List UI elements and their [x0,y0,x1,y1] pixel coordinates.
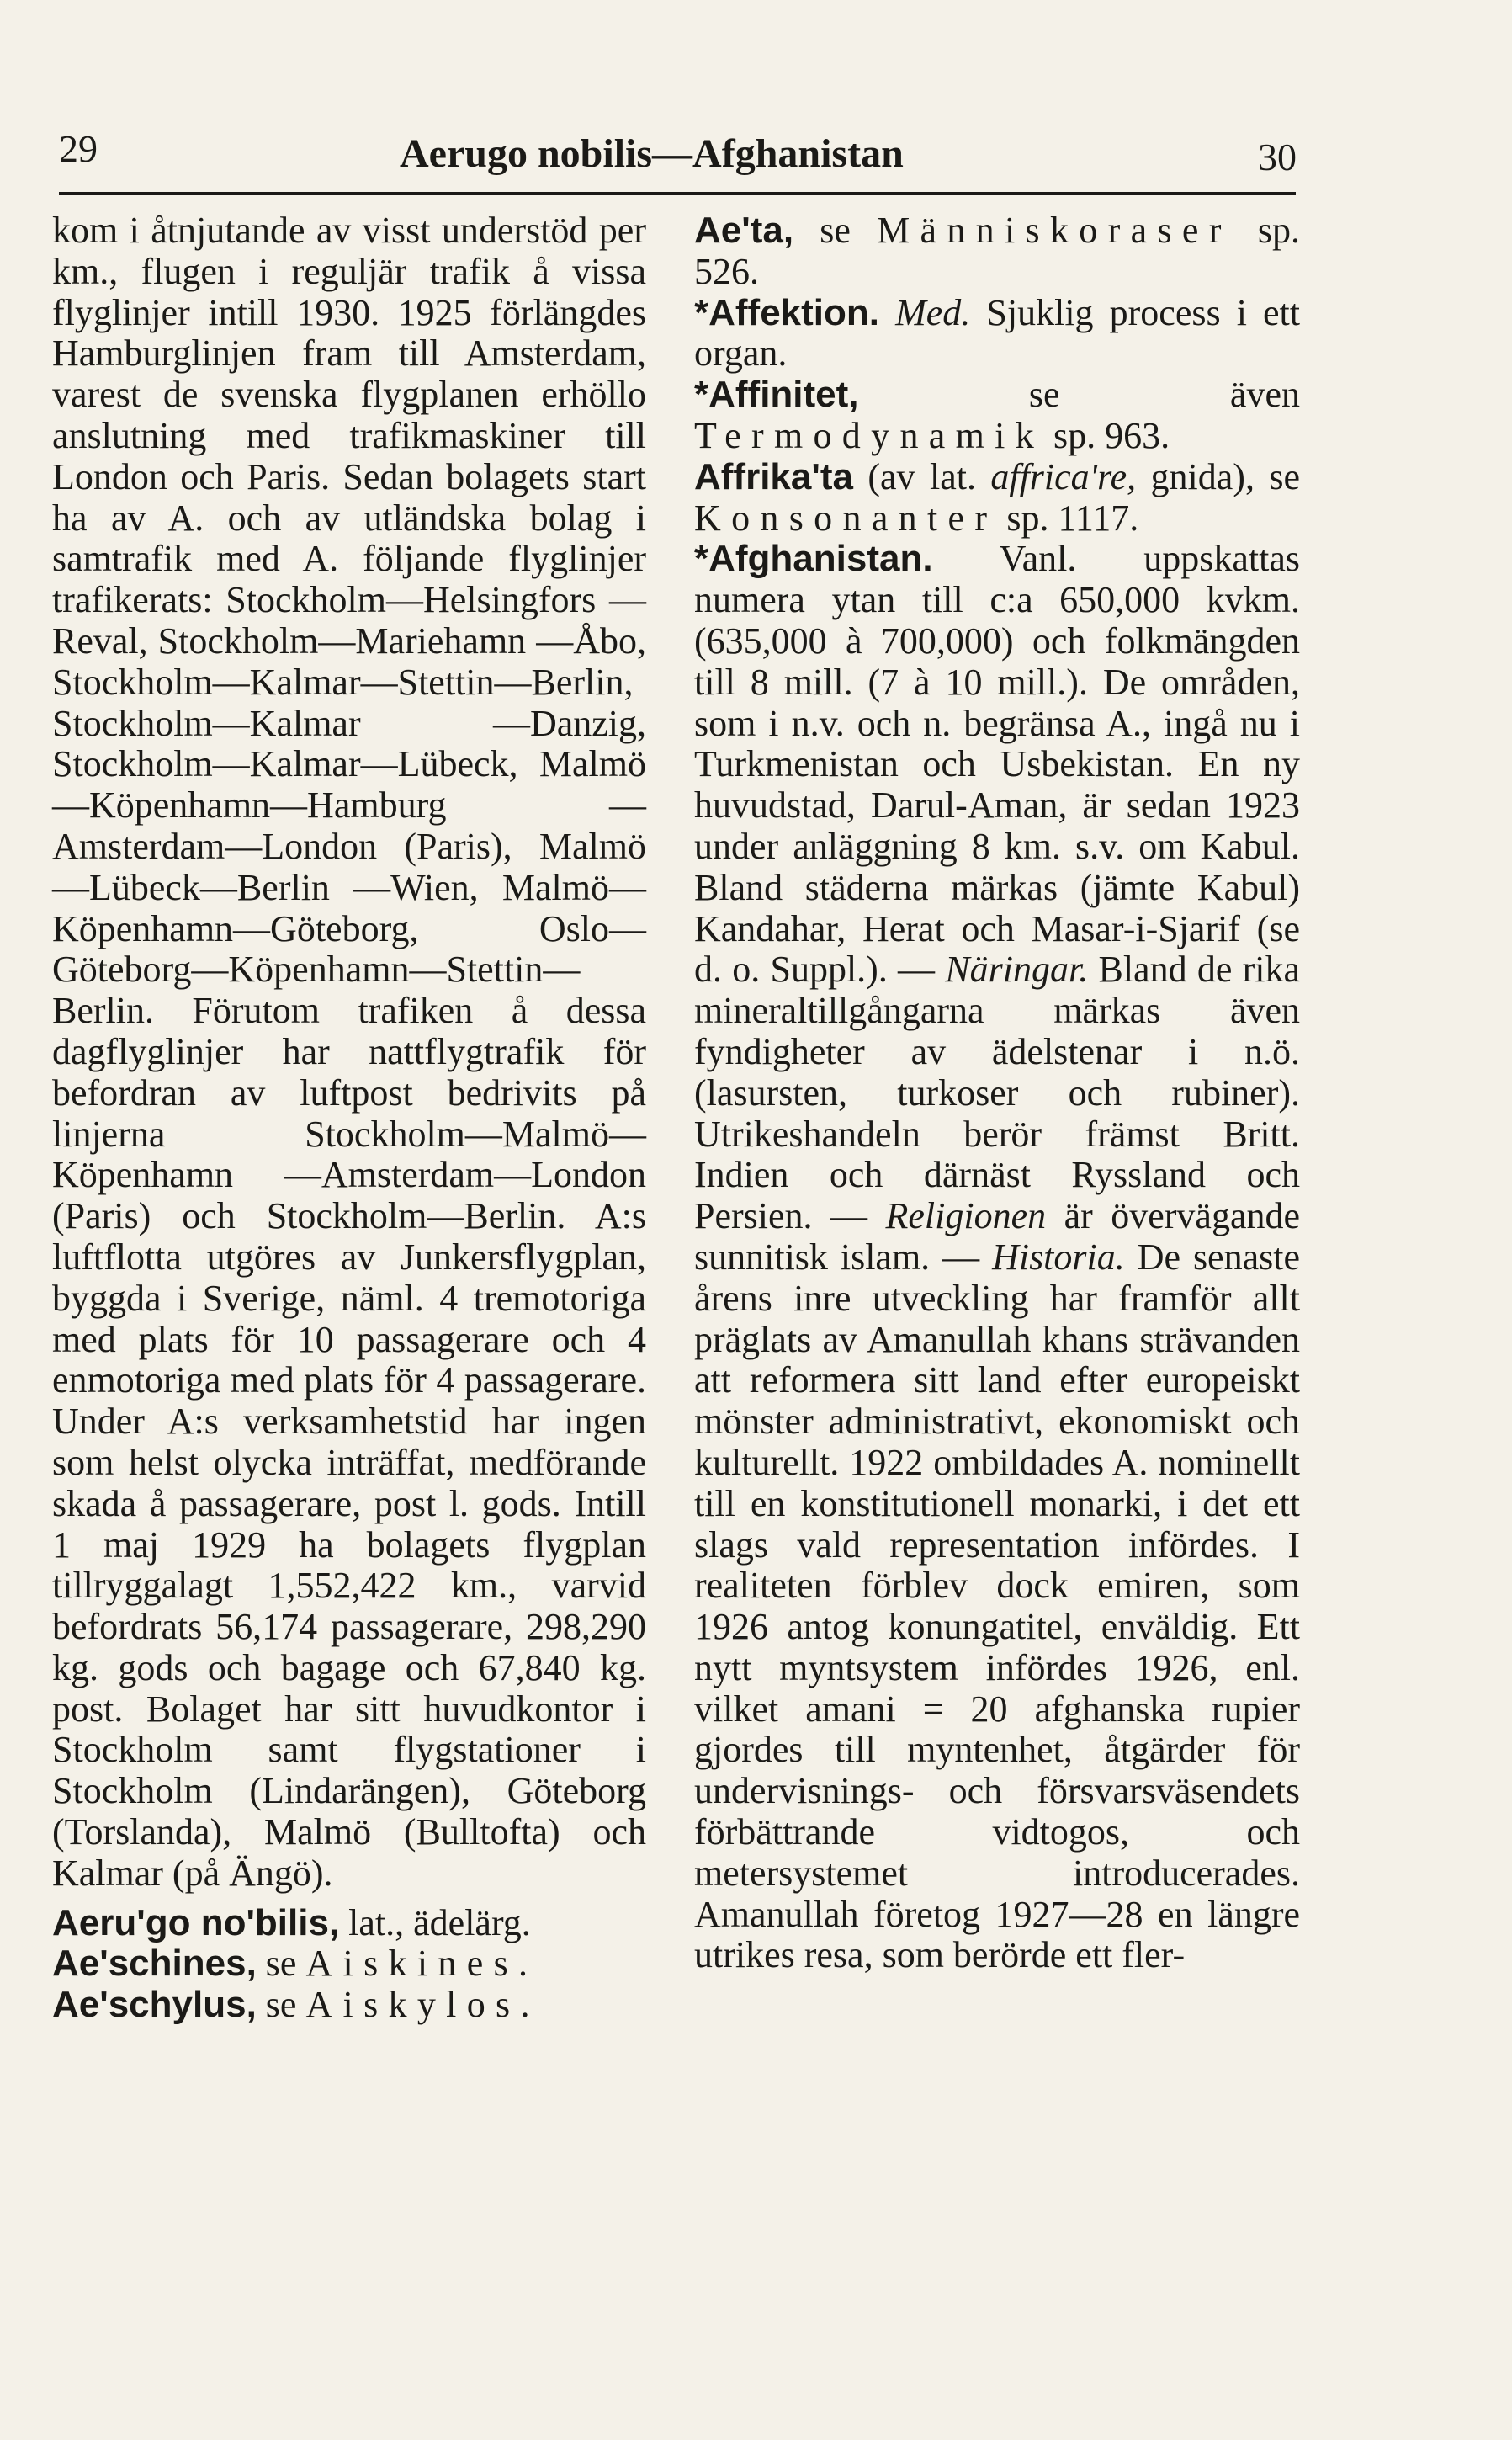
entry-text: Vanl. uppskattas numera ytan till c:a 650,000 kvkm. (635,000 à 700,000) och folkmängden till 8 mill. (7 à 10 mill.). De områden, som i n.v. och n. begränsa A., ingå nu i Turkmenistan och Usbekistan. En ny huvudstad, Darul-Aman, är sedan 1923 under anläggning 8 km. s.v. om Kabul. Bland städerna märkas (jämte Kabul) Kandahar, Herat och Masar-i-Sjarif (se d. o. Suppl.). — [694,538,1300,991]
entry-text: se [793,210,878,251]
section-label-historia: Historia. [992,1236,1125,1278]
header-rule [59,192,1296,195]
entry-text: sp. 526. [694,210,1301,292]
entry-text: se även [858,374,1300,416]
entry-text: (av lat. [852,455,991,497]
headword: Ae'schines, [52,1943,257,1985]
headword: Ae'schylus, [52,1984,257,2026]
cross-reference: Termodynamik [694,414,1045,456]
entry-aerugo-nobilis [52,1903,646,1944]
cross-reference: Aiskines. [305,1943,538,1985]
entry-text: Bland de rika mineraltillgångarna märkas även fyndigheter av ädelstenar i n.ö. (lasursten, turkoser och rubiner). Utrikeshandeln berör främst Britt. Indien och därnäst Ryssland och Persien. — [694,949,1300,1237]
entry-text: Sjuklig process i ett organ. [694,291,1301,375]
running-head: Aerugo nobilis—Afghanistan [400,131,904,176]
entry-text: lat., ädelärg. [339,1901,531,1943]
headword: *Affektion. [694,291,879,333]
cross-reference: Människoraser [877,210,1232,251]
left-column [52,210,646,2026]
subject-label: Med. [879,291,971,333]
entry-affektion [694,293,1300,375]
entry-text: sp. 1117. [997,497,1139,539]
cross-reference: Konsonanter [694,497,998,539]
continued-entry-text: kom i åtnjutande av visst understöd per km., flugen i reguljär trafik å vissa flyglinjer intill 1930. 1925 förlängdes Hamburglinjen fram till Amsterdam, varest de svenska flygplanen erhöllo anslutning med trafikmaskiner till London och Paris. Sedan bolagets start ha av A. och av utländska bolag i samtrafik med A. följande flyglinjer trafikerats: Stockholm—Helsingfors —Reval, Stockholm—Mariehamn —Åbo, Stockholm—Kalmar—Stettin—Berlin, Stockholm—Kalmar —Danzig, Stockholm—Kalmar—Lübeck, Malmö—Köpenhamn—Hamburg — Amsterdam—London (Paris), Malmö—Lübeck—Berlin —Wien, Malmö—Köpenhamn—Göteborg, Oslo—Göteborg—Köpenhamn—Stettin—Berlin. Förutom trafiken å dessa dagflyglinjer har nattflygtrafik för befordran av luftpost bedrivits på linjerna Stockholm—Malmö—Köpenhamn —Amsterdam—London (Paris) och Stockholm—Berlin. A:s luftflotta utgöres av Junkersflygplan, byggda i Sverige, näml. 4 tremotoriga med plats för 10 passagerare och 4 enmotoriga med plats för 4 passagerare. Under A:s verksamhetstid har ingen som helst olycka inträffat, medförande skada å passagerare, post l. gods. Intill 1 maj 1929 ha bolagets flygplan tillryggalagt 1,552,422 km., varvid befordrats 56,174 passagerare, 298,290 kg. gods och bagage och 67,840 kg. post. Bolaget har sitt huvudkontor i Stockholm samt flygstationer i Stockholm (Lindarängen), Göteborg (Torslanda), Malmö (Bulltofta) och Kalmar (på Ängö). [52,210,646,1894]
entry-text: är övervägande sunnitisk islam. — [694,1195,1300,1278]
entry-text: se [256,1984,306,2026]
cross-reference: Aiskylos. [305,1984,540,2026]
entry-text: gnida), se [1136,455,1300,497]
entry-aeta [694,210,1300,293]
entry-text: se [256,1943,306,1985]
page-number-left: 29 [59,127,98,170]
right-column [694,210,1300,1976]
entry-affrikata [694,457,1300,540]
headword: *Affinitet, [694,374,859,416]
headword: Affrika'ta [694,455,853,497]
entry-afghanistan [694,539,1300,1976]
entry-text: sp. 963. [1044,414,1170,456]
section-label-naringar: Näringar. [945,949,1089,991]
section-label-religionen: Religionen [885,1195,1047,1237]
page-number-right: 30 [1258,136,1297,178]
entry-aeschylus [52,1985,646,2026]
entry-text: De senaste årens inre utveckling har framför allt präglats av Amanullah khans strävanden att reformera sitt land efter europeiskt mönster administrativt, ekonomiskt och kulturellt. 1922 ombildades A. nominellt till en konstitutionell monarki, i det ett slags vald representation infördes. I realiteten förblev dock emiren, som 1926 antog konungatitel, enväldig. Ett nytt myntsystem infördes 1926, enl. vilket amani = 20 afghanska rupier gjordes till myntenhet, åtgärder för undervisnings- och försvarsväsendets förbättrande vidtogos, och metersystemet introducerades. Amanullah företog 1927—28 en längre utrikes resa, som berörde ett fler- [694,1236,1300,1976]
entry-affinitet [694,375,1300,457]
headword: Aeru'go no'bilis, [52,1901,340,1943]
entry-aeschines [52,1943,646,1985]
headword: Ae'ta, [694,210,794,251]
latin-term: affrica're, [990,455,1137,497]
headword: *Afghanistan. [694,538,933,580]
